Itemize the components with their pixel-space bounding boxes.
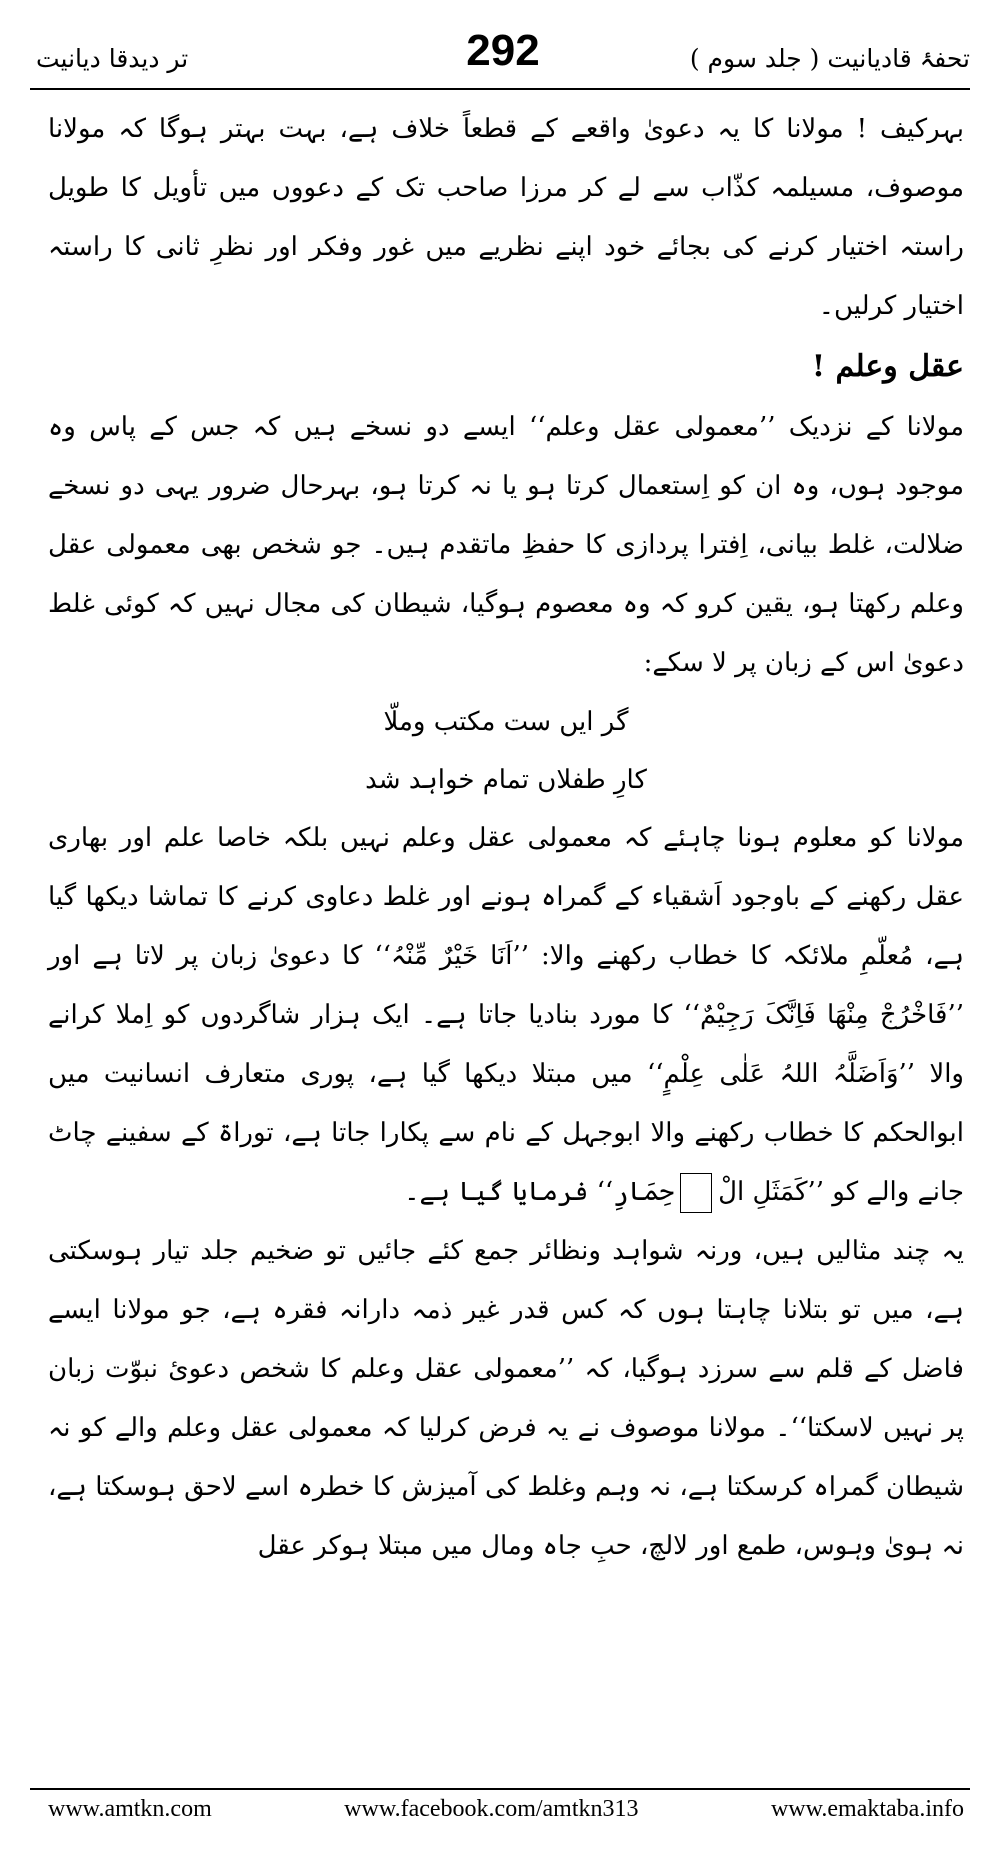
header-book-title: تحفۂ قادیانیت ( جلد سوم )	[689, 44, 970, 73]
paragraph-3	[48, 809, 964, 1222]
paragraph-1: بہرکیف ! مولانا کا یہ دعویٰ واقعے کے قطعاً خلاف ہے، بہت بہتر ہوگا کہ مولانا موصوف، مسیلمہ کذّاب سے لے کر مرزا صاحب تک کے دعووں میں تأویل کا طویل راستہ اختیار کرنے کی بجائے خود اپنے نظریے میں غور وفکر اور نظرِ ثانی کا راستہ اختیار کرلیں۔	[48, 114, 964, 321]
verse-line-2: کارِ طفلاں تمام خواہد شد	[365, 765, 647, 795]
footer-link-amtkn[interactable]: www.amtkn.com	[48, 1796, 212, 1822]
paragraph-3-end: حِمَارِ‘‘ فرمایا گیا ہے۔	[404, 1177, 675, 1207]
footer-divider	[30, 1788, 970, 1790]
header-divider	[30, 88, 970, 90]
page-footer	[48, 1796, 964, 1832]
page-header	[36, 26, 970, 82]
verse-line-1: گر ایں ست مکتب وملّا	[383, 707, 629, 737]
blank-box	[680, 1173, 712, 1213]
footer-link-facebook[interactable]: www.facebook.com/amtkn313	[344, 1796, 639, 1822]
paragraph-2: مولانا کے نزدیک ’’معمولی عقل وعلم‘‘ ایسے دو نسخے ہیں کہ جس کے پاس وہ موجود ہوں، وہ ان کو اِستعمال کرتا ہو یا نہ کرتا ہو، بہرحال ضرور یہی دو نسخے ضلالت، غلط بیانی، اِفترا پردازی کا حفظِ ماتقدم ہیں۔ جو شخص بھی معمولی عقل وعلم رکھتا ہو، یقین کرو کہ وہ معصوم ہوگیا، شیطان کی مجال نہیں کہ کوئی غلط دعویٰ اس کے زبان پر لا سکے:	[48, 412, 964, 678]
page-body	[48, 100, 964, 1576]
section-heading: عقل وعلم !	[811, 349, 964, 384]
paragraph-4: یہ چند مثالیں ہیں، ورنہ شواہد ونظائر جمع کئے جائیں تو ضخیم جلد تیار ہوسکتی ہے، میں تو بتلانا چاہتا ہوں کہ کس قدر غیر ذمہ دارانہ فقرہ ہے، جو مولانا ایسے فاضل کے قلم سے سرزد ہوگیا، کہ ’’معمولی عقل وعلم کا شخص دعویٔ نبوّت زبان پر نہیں لاسکتا‘‘۔ مولانا موصوف نے یہ فرض کرلیا کہ معمولی عقل وعلم والے کو نہ شیطان گمراہ کرسکتا ہے، نہ وہم وغلط کی آمیزش کا خطرہ اسے لاحق ہوسکتا ہے، نہ ہویٰ وہوس، طمع اور لالچ، حبِ جاہ ومال میں مبتلا ہوکر عقل	[48, 1236, 964, 1561]
page-number: 292	[466, 26, 540, 75]
footer-link-emaktaba[interactable]: www.emaktaba.info	[770, 1796, 964, 1822]
paragraph-3-text: مولانا کو معلوم ہونا چاہئے کہ معمولی عقل وعلم نہیں بلکہ خاصا علم اور بھاری عقل رکھنے کے باوجود اَشقیاء کے گمراہ ہونے اور غلط دعاوی کرنے کا تماشا دیکھا گیا ہے، مُعلّمِ ملائکہ کا خطاب رکھنے والا: ’’اَنَا خَیْرٌ مِّنْہُ‘‘ کا دعویٰ زبان پر لاتا ہے اور ’’فَاخْرُجْ مِنْھَا فَاِنَّکَ رَجِیْمٌ‘‘ کا مورد بنادیا جاتا ہے۔ ایک ہزار شاگردوں کو اِملا کرانے والا ’’وَاَضَلَّہُ اللہُ عَلٰی عِلْمٍ‘‘ میں مبتلا دیکھا گیا ہے، پوری متعارف انسانیت میں ابوالحکم کا خطاب رکھنے والا ابوجہل کے نام سے پکارا جاتا ہے، توراۃ کے سفینے چاٹ جانے والے کو ’’کَمَثَلِ الْ	[48, 823, 964, 1207]
header-left-title: تر دیدقا دیانیت	[36, 44, 189, 73]
